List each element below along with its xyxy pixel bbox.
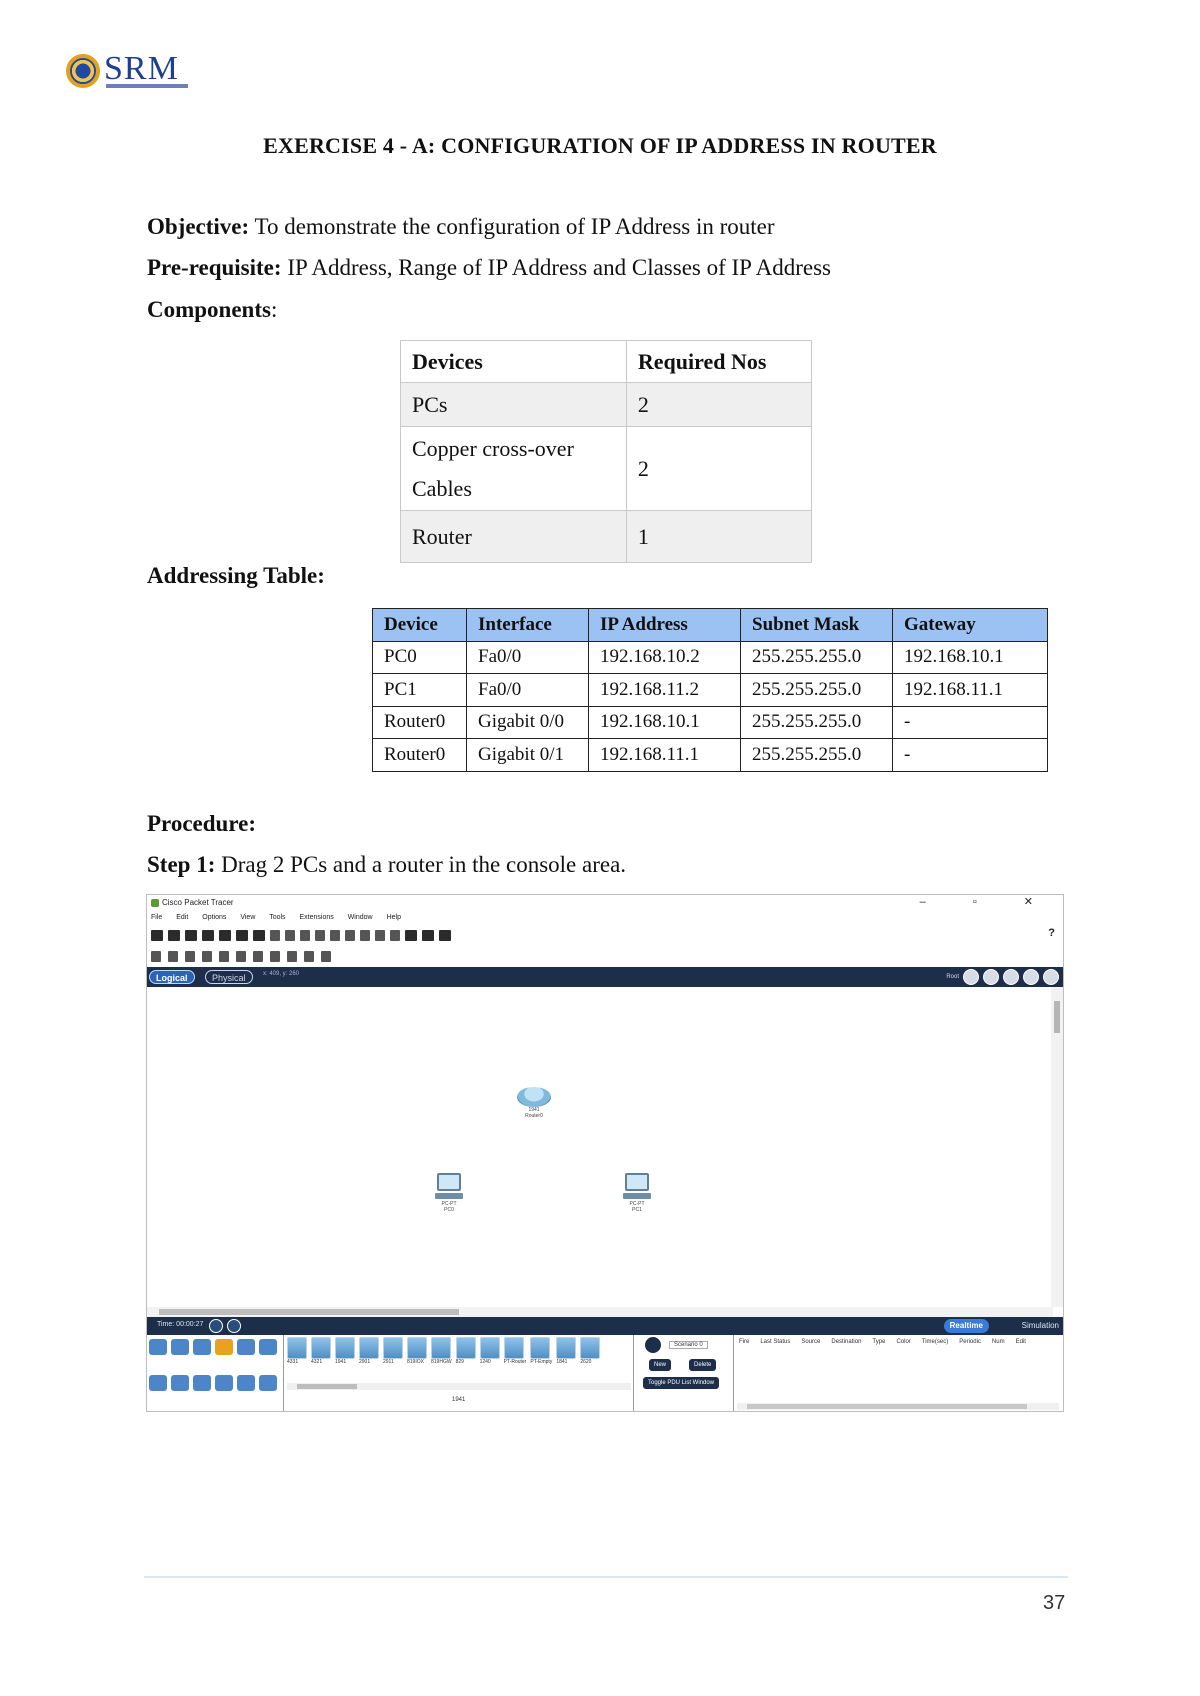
pt-menu-item[interactable]: Extensions — [299, 914, 334, 921]
pdu-col: Color — [896, 1339, 911, 1345]
router-device[interactable] — [509, 1087, 559, 1119]
redo-icon[interactable] — [315, 930, 325, 941]
inspect-icon[interactable] — [168, 951, 178, 962]
pt-main-toolbar — [151, 925, 1061, 945]
pt-window-buttons[interactable]: – ▫ ✕ — [919, 896, 1055, 908]
component-count: 2 — [626, 427, 811, 511]
scenario-select[interactable]: Scenario 0 — [669, 1341, 708, 1349]
addr-cell: Fa0/0 — [467, 641, 589, 674]
delete-icon[interactable] — [185, 951, 195, 962]
image-icon[interactable] — [439, 930, 451, 941]
addr-cell: Gigabit 0/1 — [467, 739, 589, 772]
connections-icon[interactable] — [215, 1339, 233, 1355]
pdu-col: Edit — [1015, 1339, 1026, 1345]
info-icon[interactable] — [219, 930, 231, 941]
delete-scenario-button[interactable]: Delete — [689, 1359, 716, 1371]
components-icon[interactable] — [193, 1339, 211, 1355]
pt-time-bar — [147, 1317, 1063, 1335]
line-icon[interactable] — [236, 951, 246, 962]
help-icon[interactable]: ? — [1048, 927, 1055, 939]
addr-cell: PC1 — [373, 674, 467, 707]
component-device: PCs — [401, 383, 627, 427]
addr-cell: - — [893, 739, 1048, 772]
table-row — [401, 383, 812, 427]
viewport-icon[interactable] — [422, 930, 434, 941]
pc1-model: PC-PT — [629, 1201, 645, 1207]
pdu-col: Num — [991, 1339, 1005, 1345]
components-label: Components — [147, 297, 271, 322]
router-icon — [517, 1087, 551, 1107]
undo-icon[interactable] — [300, 930, 310, 941]
vertical-scrollbar[interactable] — [1051, 987, 1063, 1307]
logo-tagline-lines — [106, 84, 188, 88]
pt-mode-bar — [147, 967, 1063, 987]
realtime-button[interactable]: Realtime — [944, 1319, 989, 1333]
components-colon: : — [270, 297, 278, 322]
addr-header-device: Device — [373, 609, 467, 642]
device-model[interactable]: 1841 — [556, 1337, 576, 1365]
horizontal-scrollbar[interactable] — [147, 1307, 1053, 1317]
pdu-col: Source — [801, 1339, 821, 1345]
step1-text: Drag 2 PCs and a router in the console area. — [215, 852, 627, 877]
pc0-name: PC0 — [444, 1207, 454, 1213]
device-model[interactable]: 4331 — [287, 1337, 307, 1365]
addr-header-ip: IP Address — [589, 609, 741, 642]
drawing-palette-icon[interactable] — [375, 930, 385, 941]
table-row — [373, 674, 1048, 707]
pt-menubar — [151, 911, 413, 925]
pt-menu-item[interactable]: Options — [202, 914, 227, 921]
component-device-line1: Copper cross-over — [412, 435, 574, 461]
prerequisite-line — [147, 255, 831, 281]
device-model[interactable]: 2901 — [359, 1337, 379, 1365]
pt-menu-item[interactable]: Edit — [176, 914, 189, 921]
component-count: 1 — [626, 511, 811, 563]
components-line — [147, 297, 277, 323]
addr-cell: 255.255.255.0 — [741, 706, 893, 739]
component-device — [401, 427, 627, 511]
zoom-out-icon[interactable] — [360, 930, 370, 941]
device-model[interactable]: 829 — [456, 1337, 476, 1365]
packet-tracer-screenshot — [146, 894, 1064, 1412]
pdu-col: Last Status — [760, 1339, 791, 1345]
component-count: 2 — [626, 383, 811, 427]
tab-physical[interactable]: Physical — [205, 970, 253, 984]
selected-model-label: 1941 — [452, 1397, 466, 1403]
addr-cell: Router0 — [373, 706, 467, 739]
model-list-scrollbar[interactable] — [287, 1383, 631, 1390]
router-model: 1941 — [528, 1107, 540, 1113]
copy-icon[interactable] — [270, 930, 280, 941]
simple-pdu-icon[interactable] — [304, 951, 314, 962]
addressing-label: Addressing Table: — [147, 563, 325, 588]
prerequisite-text: IP Address, Range of IP Address and Classes of IP Address — [281, 255, 831, 280]
table-row — [373, 706, 1048, 739]
open-folder-icon[interactable] — [168, 930, 180, 941]
device-model[interactable]: 819IOX — [407, 1337, 427, 1365]
pt-menu-item[interactable]: Window — [347, 914, 373, 921]
pc0-device[interactable] — [429, 1173, 469, 1213]
addr-cell: 192.168.11.2 — [589, 674, 741, 707]
table-row — [401, 427, 812, 511]
misc-icon[interactable] — [237, 1339, 255, 1355]
new-file-icon[interactable] — [151, 930, 163, 941]
step1-label: Step 1: — [147, 852, 216, 877]
addr-cell: PC0 — [373, 641, 467, 674]
device-model[interactable]: PT-Router — [504, 1337, 527, 1365]
new-scenario-button[interactable]: New — [649, 1359, 671, 1371]
toggle-pdu-button[interactable]: Toggle PDU List Window — [643, 1377, 719, 1389]
component-device: Router — [401, 511, 627, 563]
pc1-device[interactable] — [617, 1173, 657, 1213]
back-icon[interactable] — [963, 969, 979, 985]
addr-header-mask: Subnet Mask — [741, 609, 893, 642]
router-model-list — [287, 1337, 600, 1365]
device-model[interactable]: 4321 — [311, 1337, 331, 1365]
freeform-icon[interactable] — [287, 951, 297, 962]
exercise-title: EXERCISE 4 - A: CONFIGURATION OF IP ADDRESS IN ROUTER — [263, 133, 937, 158]
pc-icon — [435, 1173, 463, 1201]
save-icon[interactable] — [185, 930, 197, 941]
zoom-reset-icon[interactable] — [345, 930, 355, 941]
cluster-icon[interactable] — [405, 930, 417, 941]
addr-cell: 255.255.255.0 — [741, 641, 893, 674]
objective-label: Objective: — [147, 214, 250, 239]
pt-device-panel — [147, 1335, 1063, 1412]
addr-cell: 255.255.255.0 — [741, 739, 893, 772]
pdu-col: Time(sec) — [921, 1339, 949, 1345]
zoom-in-icon[interactable] — [330, 930, 340, 941]
components-header-devices: Devices — [401, 341, 627, 383]
objective-line — [147, 214, 775, 240]
ellipse-icon[interactable] — [270, 951, 280, 962]
background-icon[interactable] — [1023, 969, 1039, 985]
addressing-table — [372, 608, 1048, 772]
srm-emblem-icon — [66, 54, 100, 88]
mode-right-controls — [946, 969, 1059, 985]
procedure-label: Procedure: — [147, 811, 257, 836]
tab-logical[interactable]: Logical — [149, 970, 195, 984]
addr-cell: 192.168.10.1 — [589, 706, 741, 739]
resize-icon[interactable] — [202, 951, 212, 962]
workspace-canvas[interactable] — [147, 987, 1053, 1307]
addr-cell: 192.168.10.2 — [589, 641, 741, 674]
pdu-col: Type — [872, 1339, 886, 1345]
pt-secondary-toolbar — [151, 947, 331, 965]
component-device-line2: Cables — [412, 475, 472, 501]
addr-header-gateway: Gateway — [893, 609, 1048, 642]
table-row — [401, 511, 812, 563]
footer-rule — [144, 1576, 1068, 1578]
prerequisite-label: Pre-requisite: — [147, 255, 282, 280]
pdu-list-scrollbar[interactable] — [737, 1403, 1059, 1410]
pt-menu-item[interactable]: View — [240, 914, 256, 921]
srm-logo — [66, 52, 186, 96]
addr-cell: 192.168.11.1 — [589, 739, 741, 772]
addr-cell: 192.168.10.1 — [893, 641, 1048, 674]
note-icon[interactable] — [219, 951, 229, 962]
panel-divider — [283, 1335, 284, 1412]
device-model[interactable]: 1240 — [480, 1337, 500, 1365]
step1-line — [147, 852, 626, 878]
pc1-name: PC1 — [632, 1207, 642, 1213]
addr-header-interface: Interface — [467, 609, 589, 642]
router-name: Router0 — [525, 1113, 543, 1119]
device-category-row — [149, 1339, 277, 1355]
pt-menu-item[interactable]: Tools — [269, 914, 286, 921]
addr-cell: - — [893, 706, 1048, 739]
switches-icon[interactable] — [171, 1375, 189, 1391]
hubs-icon[interactable] — [193, 1375, 211, 1391]
panel-divider — [733, 1335, 734, 1412]
routers-icon[interactable] — [149, 1375, 167, 1391]
scenario-icon — [645, 1337, 661, 1353]
simulation-button[interactable]: Simulation — [1021, 1321, 1059, 1330]
complex-pdu-icon[interactable] — [321, 951, 331, 962]
pt-menu-item[interactable]: Help — [386, 914, 401, 921]
move-icon[interactable] — [1003, 969, 1019, 985]
page-number: 37 — [1043, 1592, 1066, 1614]
print-icon[interactable] — [202, 930, 214, 941]
network-icon[interactable] — [253, 930, 265, 941]
rectangle-icon[interactable] — [253, 951, 263, 962]
fast-forward-icon[interactable] — [227, 1319, 241, 1333]
pt-menu-item[interactable]: File — [151, 914, 163, 921]
paste-icon[interactable] — [285, 930, 295, 941]
addr-cell: Fa0/0 — [467, 674, 589, 707]
addr-cell: Gigabit 0/0 — [467, 706, 589, 739]
pdu-col: Periodic — [959, 1339, 981, 1345]
logo-text: SRM — [104, 50, 179, 87]
addr-cell: Router0 — [373, 739, 467, 772]
select-icon[interactable] — [151, 951, 161, 962]
pt-window-title: Cisco Packet Tracer — [162, 898, 234, 907]
panel-divider — [633, 1335, 634, 1412]
table-row — [373, 641, 1048, 674]
addr-cell: 255.255.255.0 — [741, 674, 893, 707]
packet-tracer-icon — [151, 899, 159, 907]
sim-time: Time: 00:00:27 — [157, 1321, 204, 1328]
security-icon[interactable] — [237, 1375, 255, 1391]
device-model[interactable]: 819HGW — [431, 1337, 452, 1365]
root-label: Root — [946, 974, 959, 980]
objective-text: To demonstrate the configuration of IP Address in router — [249, 214, 775, 239]
wireless-icon[interactable] — [215, 1375, 233, 1391]
network-devices-icon[interactable] — [149, 1339, 167, 1355]
multiuser-icon[interactable] — [259, 1339, 277, 1355]
custom-device-icon[interactable] — [390, 930, 400, 941]
pdu-list-header — [739, 1339, 1026, 1345]
wizard-icon[interactable] — [236, 930, 248, 941]
power-cycle-icon[interactable] — [209, 1319, 223, 1333]
cloud-icon[interactable] — [983, 969, 999, 985]
pc0-model: PC-PT — [441, 1201, 457, 1207]
pdu-col: Fire — [739, 1339, 750, 1345]
clock-icon[interactable] — [1043, 969, 1059, 985]
components-header-count: Required Nos — [626, 341, 811, 383]
procedure-line — [147, 811, 256, 837]
device-model[interactable]: 1941 — [335, 1337, 355, 1365]
device-model[interactable]: PT-Empty — [530, 1337, 552, 1365]
table-row — [373, 739, 1048, 772]
end-devices-icon[interactable] — [171, 1339, 189, 1355]
device-subcategory-row — [149, 1375, 277, 1391]
pdu-col: Destination — [831, 1339, 862, 1345]
pc-icon — [623, 1173, 651, 1201]
device-model[interactable]: 2620 — [580, 1337, 600, 1365]
wan-emulation-icon[interactable] — [259, 1375, 277, 1391]
cursor-coordinates: x: 409, y: 260 — [263, 971, 300, 977]
device-model[interactable]: 2911 — [383, 1337, 403, 1365]
components-table — [400, 340, 812, 563]
addressing-label-line — [147, 563, 325, 589]
addr-cell: 192.168.11.1 — [893, 674, 1048, 707]
